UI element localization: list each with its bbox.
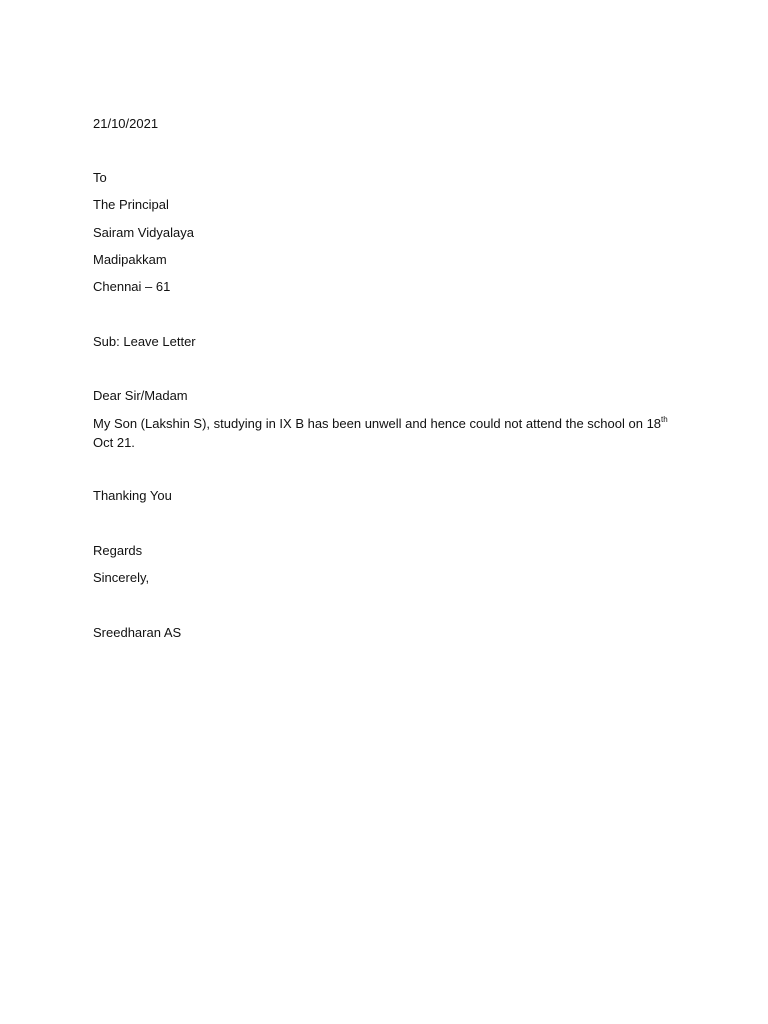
body-line-1 [93, 414, 693, 433]
to-line: To [93, 170, 107, 185]
recipient-area: Madipakkam [93, 252, 167, 267]
thanks-line: Thanking You [93, 488, 172, 503]
body-line-2: Oct 21. [93, 435, 135, 450]
ordinal-suffix: th [661, 414, 668, 424]
recipient-title: The Principal [93, 197, 169, 212]
recipient-city: Chennai – 61 [93, 279, 171, 294]
recipient-school: Sairam Vidyalaya [93, 225, 194, 240]
letter-body [93, 414, 693, 452]
closing-line: Sincerely, [93, 570, 150, 585]
body-text-1: My Son (Lakshin S), studying in IX B has been unwell and hence could not attend the school on 18 [93, 416, 662, 431]
regards-line: Regards [93, 543, 143, 558]
subject-line: Sub: Leave Letter [93, 334, 196, 349]
signature: Sreedharan AS [93, 625, 182, 640]
salutation: Dear Sir/Madam [93, 388, 188, 403]
letter-date: 21/10/2021 [93, 116, 159, 131]
